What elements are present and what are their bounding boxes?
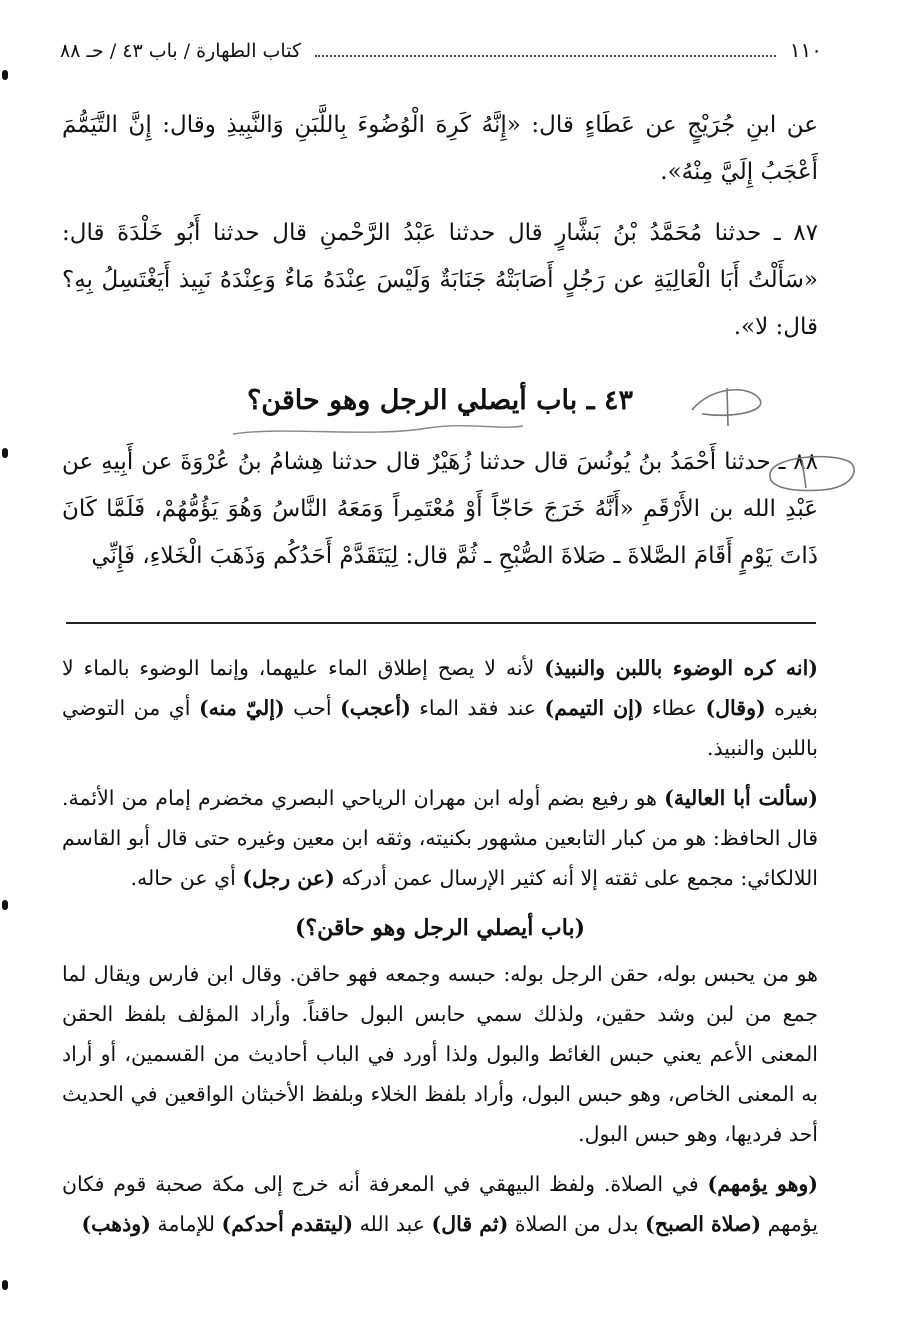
note-1-lemma-4: (أعجب)	[340, 696, 411, 720]
note-4-lemma-3: (ثم قال)	[431, 1212, 509, 1236]
note-4-text-3: عبد الله	[353, 1212, 432, 1236]
note-1-text-2: عطاء	[643, 696, 706, 720]
note-1-lemma-3: (إن التيمم)	[544, 696, 644, 720]
note-1-text-1: لأنه لا يصح إطلاق الماء عليهما، وإنما الوضوء بالماء لا بغيره	[62, 656, 819, 720]
note-4	[62, 1164, 818, 1244]
note-1-text-5: أي من التوضي باللبن والنبيذ.	[62, 696, 818, 760]
running-title: كتاب الطهارة / باب ٤٣ / حـ ٨٨	[60, 40, 301, 62]
note-1-lemma-5: (إليّ منه)	[198, 696, 285, 720]
note-2-text-2: أي عن حاله.	[130, 866, 243, 890]
note-4-text-2: بدل من الصلاة	[508, 1212, 646, 1236]
chapter-heading: ٤٣ ـ باب أيصلي الرجل وهو حاقن؟	[246, 385, 634, 416]
note-1-lemma-1: (انه كره الوضوء باللبن والنبيذ)	[544, 656, 818, 680]
note-3: هو من يحبس بوله، حقن الرجل بوله: حبسه وجمعه فهو حاقن. وقال ابن فارس ويقال لما جمع من لبن وشد حقين، ولذلك سمي حابس البول حاقناً. وأراد المؤلف بلفظ الحقن المعنى الأعم يعني حبس الغائط والبول ولذا أورد في الباب أحاديث من القسمين، أو أراد به المعنى الخاص، وهو حبس البول، وأراد بلفظ الخلاء وبلفظ الأخبثان الواقعين في الحديث أحد فرديها، وهو حبس البول.	[62, 962, 818, 1146]
footnote-divider	[66, 622, 816, 624]
note-1	[62, 648, 818, 768]
margin-mark	[2, 448, 8, 458]
note-1-text-3: عند فقد الماء	[410, 696, 545, 720]
margin-mark	[2, 70, 8, 80]
header-dot-leader	[315, 55, 776, 57]
note-4-lemma-1: (وهو يؤمهم)	[707, 1172, 818, 1196]
note-4-lemma-5: (وذهب)	[81, 1212, 151, 1236]
note-4-lemma-4: (ليتقدم أحدكم)	[221, 1212, 354, 1236]
note-4-text-4: للإمامة	[150, 1212, 222, 1236]
note-3-heading: (باب أيصلي الرجل وهو حاقن؟)	[295, 915, 585, 941]
hadith-87: ٨٧ ـ حدثنا مُحَمَّدُ بْنُ بَشَّارٍ قال حدثنا عَبْدُ الرَّحْمنِ قال حدثنا أَبُو خَلْدَةَ قال: «سَأَلْتُ أَبَا الْعَالِيَةِ عن رَجُلٍ أَصَابَتْهُ جَنَابَةٌ وَلَيْسَ عِنْدَهُ مَاءٌ وَعِنْدَهُ نَبِيذ أَيَغْتَسِلُ بِهِ؟ قال: لا».	[62, 220, 818, 340]
note-4-lemma-2: (صلاة الصبح)	[645, 1212, 762, 1236]
margin-mark	[2, 1280, 8, 1290]
note-4-text-1: في الصلاة. ولفظ البيهقي في المعرفة أنه خرج إلى مكة صحبة قوم فكان يؤمهم	[62, 1172, 818, 1236]
note-1-lemma-2: (وقال)	[705, 696, 766, 720]
note-2-text-1: هو رفيع بضم أوله ابن مهران الرياحي البصري مخضرم إمام من الأئمة. قال الحافظ: هو من كبار التابعين مشهور بكنيته، وثقه ابن معين وغيره حتى قال أبو القاسم اللالكائي: مجمع على ثقته إلا أنه كثير الإرسال عمن أدركه	[62, 786, 818, 890]
page-number: ١١٠	[789, 38, 822, 62]
hadith-88: ٨٨ ـ حدثنا أَحْمَدُ بنُ يُونُسَ قال حدثنا زُهَيْرٌ قال حدثنا هِشامُ بنُ عُرْوَةَ عن أَبِيهِ عن عَبْدِ الله بن الأَرْقَمِ «أَنَّهُ خَرَجَ حَاجّاً أَوْ مُعْتَمِراً وَمَعَهُ النَّاسُ وَهُوَ يَؤُمُّهُمْ، فَلَمَّا كَانَ ذَاتَ يَوْمٍ أَقَامَ الصَّلاةَ ـ صَلاةَ الصُّبْحِ ـ ثُمَّ قال: لِيَتَقَدَّمْ أَحَدُكُم وَذَهَبَ الْخَلاءِ، فَإِنِّي	[62, 449, 818, 569]
margin-mark	[2, 900, 8, 910]
page-header	[60, 38, 822, 72]
commentary-notes	[62, 648, 818, 1254]
note-1-text-4: أحب	[284, 696, 341, 720]
hadith-continuation: عن ابنِ جُرَيْجٍ عن عَطَاءٍ قال: «إِنَّهُ كَرِهَ الْوُضُوءَ بِاللَّبَنِ وَالنَّبِيذِ وقال: إِنَّ التَّيَمُّمَ أَعْجَبُ إِلَيَّ مِنْهُ».	[62, 112, 818, 185]
main-text	[62, 102, 818, 594]
note-2-lemma-1: (سألت أبا العالية)	[664, 786, 818, 810]
note-2-lemma-2: (عن رجل)	[242, 866, 335, 890]
note-2	[62, 778, 818, 898]
